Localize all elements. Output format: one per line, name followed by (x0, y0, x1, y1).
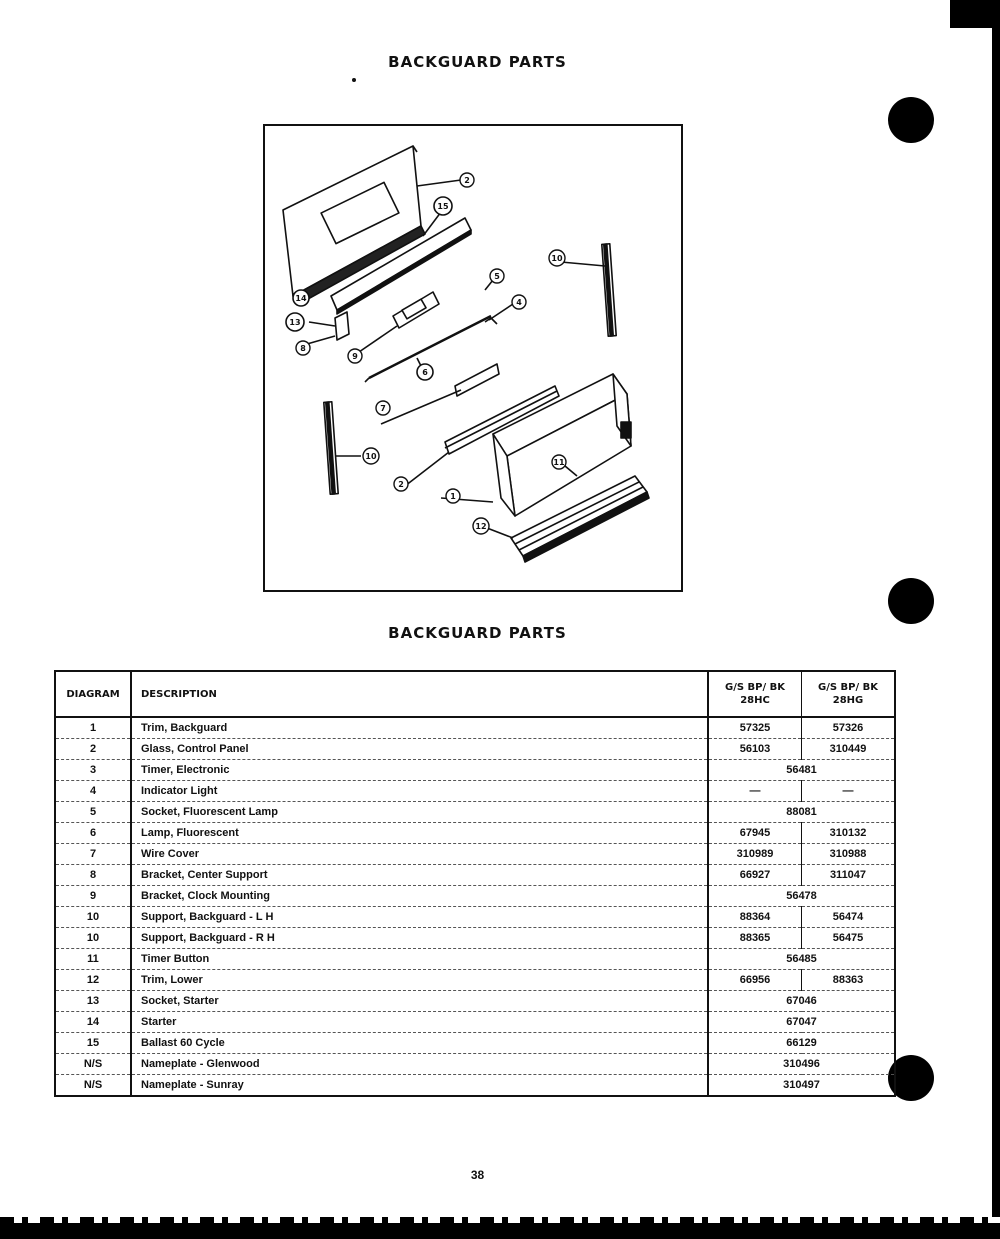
page-title: BACKGUARD PARTS (388, 53, 567, 71)
svg-text:12: 12 (475, 522, 487, 531)
cell-part-number-28hc: 310989 (708, 844, 802, 865)
cell-description: Support, Backguard - R H (131, 928, 708, 949)
table-row (55, 1054, 895, 1075)
table-row (55, 886, 895, 907)
cell-part-number-shared: 88081 (708, 802, 895, 823)
scan-edge-bottom (0, 1213, 1000, 1239)
header-28hc (708, 671, 802, 717)
table-row (55, 802, 895, 823)
cell-part-number-shared: 310497 (708, 1075, 895, 1097)
cell-part-number-28hg: 311047 (802, 865, 896, 886)
cell-description: Starter (131, 1012, 708, 1033)
svg-text:1: 1 (450, 492, 456, 501)
table-row (55, 907, 895, 928)
cell-description: Timer, Electronic (131, 760, 708, 781)
cell-description: Indicator Light (131, 781, 708, 802)
cell-description: Nameplate - Glenwood (131, 1054, 708, 1075)
section-title: BACKGUARD PARTS (388, 624, 567, 642)
binder-hole-middle (888, 578, 934, 624)
cell-description: Nameplate - Sunray (131, 1075, 708, 1097)
cell-diagram: 14 (86, 1016, 100, 1028)
cell-part-number-28hg: 56474 (802, 907, 896, 928)
cell-description: Socket, Starter (131, 991, 708, 1012)
svg-text:4: 4 (516, 298, 522, 307)
cell-description: Bracket, Center Support (131, 865, 708, 886)
cell-part-number-shared: 56481 (708, 760, 895, 781)
cell-diagram: 11 (87, 953, 99, 965)
svg-text:11: 11 (553, 458, 565, 467)
cell-diagram: N/S (83, 1058, 103, 1070)
table-row (55, 928, 895, 949)
cell-diagram: 10 (86, 911, 100, 923)
callout-12 (473, 518, 489, 534)
cell-part-number-28hc: 56103 (708, 739, 802, 760)
callout-10-left (363, 448, 379, 464)
svg-text:13: 13 (289, 318, 301, 327)
table-row (55, 739, 895, 760)
header-28hc-text: G/S BP/ BK 28HC (725, 682, 785, 706)
svg-text:5: 5 (494, 272, 500, 281)
callout-8 (296, 341, 310, 355)
svg-text:2: 2 (398, 480, 404, 489)
cell-part-number-shared: 67046 (708, 991, 895, 1012)
table-row (55, 1012, 895, 1033)
callout-10-right (549, 250, 565, 266)
svg-text:10: 10 (551, 254, 563, 263)
cell-description: Trim, Backguard (131, 717, 708, 739)
svg-text:10: 10 (365, 452, 377, 461)
cell-part-number-shared: 56485 (708, 949, 895, 970)
cell-part-number-28hg: 310988 (802, 844, 896, 865)
page-number: 38 (470, 1168, 485, 1182)
table-row (55, 970, 895, 991)
table-row (55, 823, 895, 844)
callout-2-top (460, 173, 474, 187)
parts-table-body (55, 717, 895, 1096)
cell-description: Wire Cover (131, 844, 708, 865)
cell-diagram: 9 (89, 890, 97, 902)
cell-diagram: 15 (86, 1037, 100, 1049)
scan-corner (950, 0, 1000, 28)
cell-description: Socket, Fluorescent Lamp (131, 802, 708, 823)
table-row (55, 717, 895, 739)
header-diagram: DIAGRAM (55, 671, 131, 717)
binder-hole-top (888, 97, 934, 143)
table-row (55, 781, 895, 802)
svg-text:8: 8 (300, 344, 306, 353)
header-28hg (802, 671, 896, 717)
svg-text:9: 9 (352, 352, 358, 361)
cell-part-number-28hc: 66927 (708, 865, 802, 886)
callout-15 (434, 197, 452, 215)
cell-part-number-28hc: 67945 (708, 823, 802, 844)
callout-4 (512, 295, 526, 309)
cell-diagram: 3 (89, 764, 97, 776)
cell-description: Support, Backguard - L H (131, 907, 708, 928)
callout-2-bottom (394, 477, 408, 491)
table-row (55, 760, 895, 781)
svg-text:7: 7 (380, 404, 386, 413)
table-row (55, 949, 895, 970)
cell-diagram: 13 (86, 995, 100, 1007)
cell-part-number-28hg: 88363 (802, 970, 896, 991)
cell-part-number-28hg: 310132 (802, 823, 896, 844)
lamp-socket (455, 364, 499, 396)
cell-part-number-28hg: 310449 (802, 739, 896, 760)
callout-9 (348, 349, 362, 363)
cell-diagram: 2 (89, 743, 97, 755)
cell-part-number-shared: 56478 (708, 886, 895, 907)
cell-part-number-28hc: 66956 (708, 970, 802, 991)
speck (352, 78, 356, 82)
cell-part-number-28hc: — (708, 781, 802, 802)
cell-part-number-28hg: — (802, 781, 896, 802)
cell-diagram: 10 (86, 932, 100, 944)
scan-side (992, 28, 1000, 1239)
scan-band (0, 1223, 1000, 1239)
callout-11 (552, 455, 566, 469)
table-row (55, 991, 895, 1012)
svg-text:2: 2 (464, 176, 470, 185)
callout-14 (293, 290, 309, 306)
table-row (55, 844, 895, 865)
scan-edge-right (950, 0, 1000, 1239)
callout-1 (446, 489, 460, 503)
cell-part-number-shared: 66129 (708, 1033, 895, 1054)
cell-diagram: 6 (89, 827, 97, 839)
cell-description: Timer Button (131, 949, 708, 970)
callout-6 (417, 364, 433, 380)
cell-description: Lamp, Fluorescent (131, 823, 708, 844)
cell-diagram: 12 (86, 974, 100, 986)
callout-13 (286, 313, 304, 331)
cell-diagram: N/S (83, 1079, 103, 1091)
header-description: DESCRIPTION (131, 671, 708, 717)
cell-diagram: 4 (89, 785, 97, 797)
header-28hg-text: G/S BP/ BK 28HG (818, 682, 878, 706)
cell-part-number-28hg: 56475 (802, 928, 896, 949)
table-row (55, 865, 895, 886)
cell-diagram: 1 (89, 722, 97, 734)
cell-description: Bracket, Clock Mounting (131, 886, 708, 907)
callout-5 (490, 269, 504, 283)
cell-diagram: 7 (89, 848, 97, 860)
callout-7 (376, 401, 390, 415)
cell-part-number-shared: 67047 (708, 1012, 895, 1033)
cell-description: Trim, Lower (131, 970, 708, 991)
cell-diagram: 5 (89, 806, 97, 818)
cell-description: Glass, Control Panel (131, 739, 708, 760)
svg-text:15: 15 (437, 202, 449, 211)
svg-text:6: 6 (422, 368, 428, 377)
parts-table (54, 670, 896, 1097)
table-row (55, 1075, 895, 1097)
cell-diagram: 8 (89, 869, 97, 881)
table-row (55, 1033, 895, 1054)
cell-part-number-28hc: 57325 (708, 717, 802, 739)
cell-part-number-28hg: 57326 (802, 717, 896, 739)
diagram-drawing (265, 126, 681, 590)
cell-part-number-28hc: 88365 (708, 928, 802, 949)
cell-part-number-28hc: 88364 (708, 907, 802, 928)
svg-text:14: 14 (295, 294, 307, 303)
table-header-row (55, 671, 895, 717)
cell-description: Ballast 60 Cycle (131, 1033, 708, 1054)
cell-part-number-shared: 310496 (708, 1054, 895, 1075)
exploded-parts-diagram (263, 124, 683, 592)
